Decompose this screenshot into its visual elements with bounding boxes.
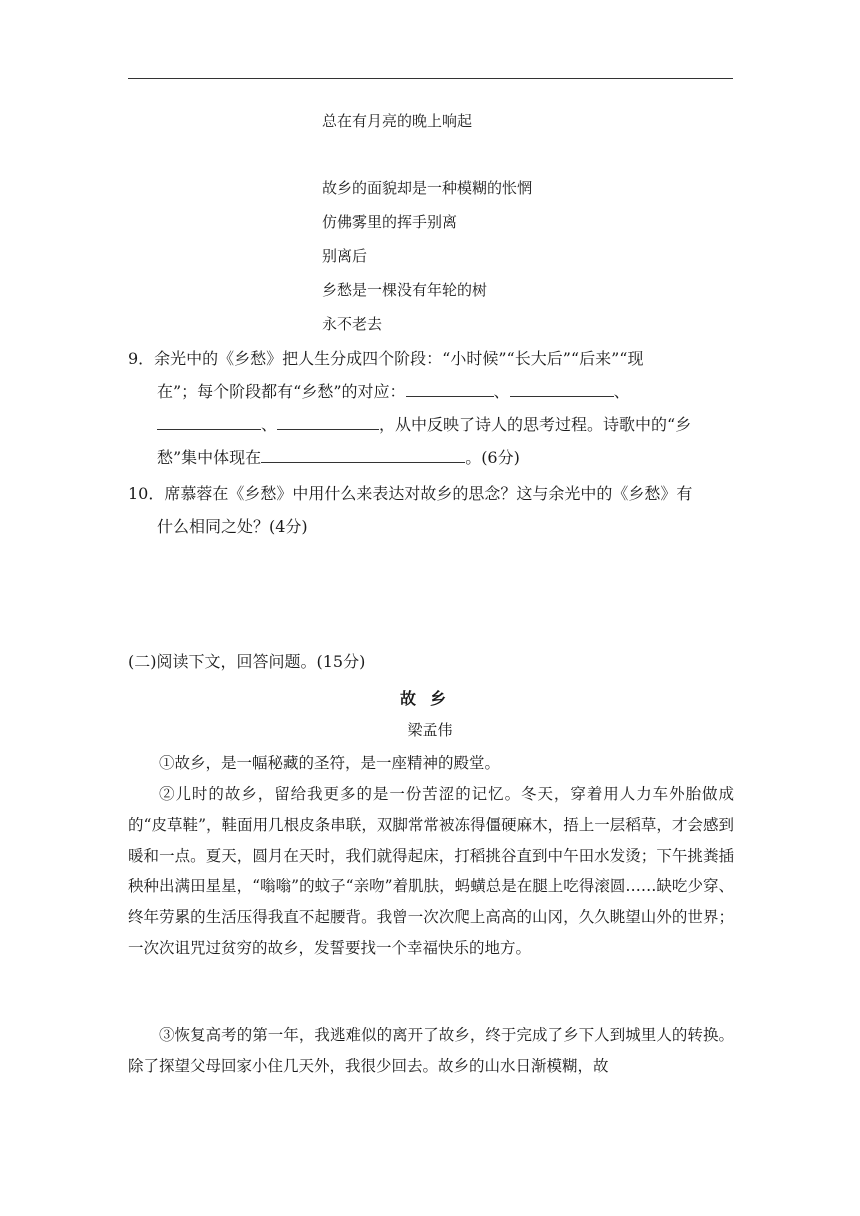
separator: 、 [493,382,510,401]
separator: 、 [613,382,630,401]
answer-blank-3[interactable] [157,411,261,430]
separator: 、 [261,415,278,434]
paragraph-1: ①故乡，是一幅秘藏的圣符，是一座精神的殿堂。 [159,754,501,772]
poem-line: 乡愁是一棵没有年轮的树 [322,281,488,299]
poem-line: 总在有月亮的晚上响起 [322,112,473,130]
poem-line: 仿佛雾里的挥手别离 [322,213,458,231]
q9-line1: 9．余光中的《乡愁》把人生分成四个阶段：“小时候”“长大后”“后来”“现 [128,349,644,368]
q10-line1: 10．席慕蓉在《乡愁》中用什么来表达对故乡的思念？这与余光中的《乡愁》有 [128,484,693,503]
top-rule [128,78,733,79]
poem-line: 故乡的面貌却是一种模糊的怅惘 [322,179,533,197]
q9-line4: 愁”集中体现在 [157,448,262,467]
question-10 [128,477,736,543]
article-author: 梁孟伟 [407,721,453,739]
answer-blank-1[interactable] [406,378,494,397]
q9-line3: ，从中反映了诗人的思考过程。诗歌中的“乡 [379,415,692,434]
q10-line2: 什么相同之处？(4分) [157,517,308,536]
paragraph-3: ③恢复高考的第一年，我逃难似的离开了故乡，终于完成了乡下人到城里人的转换。除了探望父母回家小住几天外，我很少回去。故乡的山水日渐模糊，故 [128,1026,734,1075]
q9-points: 。(6分) [465,448,520,467]
answer-blank-5[interactable] [261,444,465,463]
poem-line: 别离后 [322,247,368,265]
q9-line2: 在”；每个阶段都有“乡愁”的对应： [157,382,406,401]
paragraph-2: ②儿时的故乡，留给我更多的是一份苦涩的记忆。冬天，穿着用人力车外胎做成的“皮草鞋”，鞋面用几根皮条串联，双脚常常被冻得僵硬麻木，捂上一层稻草，才会感到暖和一点。夏天，圆月在天时，我们就得起床，打稻挑谷直到中午田水发烫；下午挑粪插秧种出满田星星，“嗡嗡”的蚊子“亲吻”着肌肤，蚂蟥总是在腿上吃得滚圆……缺吃少穿、终年劳累的生活压得我直不起腰背。我曾一次次爬上高高的山冈，久久眺望山外的世界；一次次诅咒过贫穷的故乡，发誓要找一个幸福快乐的地方。 [128,785,734,957]
section-heading: (二)阅读下文，回答问题。(15分) [128,652,366,671]
article-title: 故乡 [399,689,460,708]
question-9 [128,342,736,474]
poem-line: 永不老去 [322,315,383,333]
answer-blank-2[interactable] [510,378,614,397]
answer-blank-4[interactable] [277,411,379,430]
